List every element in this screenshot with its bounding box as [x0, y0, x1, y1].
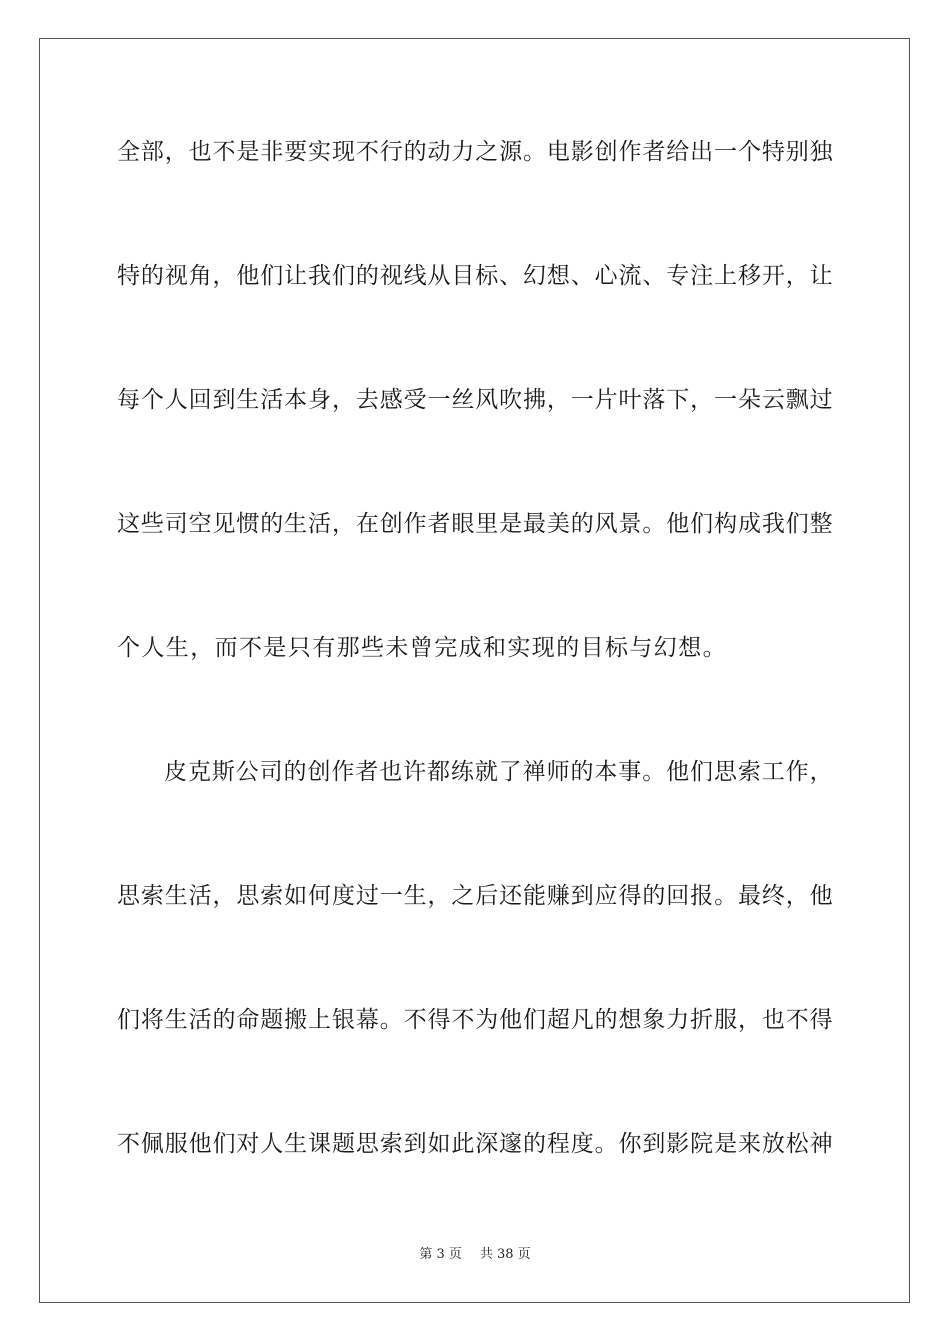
paragraph-line: 特的视角，他们让我们的视线从目标、幻想、心流、专注上移开，让: [117, 263, 833, 289]
page-number: 第 3 页: [419, 1247, 462, 1262]
paragraph-line: 不佩服他们对人生课题思索到如此深邃的程度。你到影院是来放松神: [117, 1131, 833, 1157]
page-border: [39, 38, 910, 1303]
page-total: 共 38 页: [479, 1247, 531, 1262]
paragraph-line: 每个人回到生活本身，去感受一丝风吹拂，一片叶落下，一朵云飘过: [117, 387, 833, 413]
paragraph-line: 皮克斯公司的创作者也许都练就了禅师的本事。他们思索工作，: [164, 759, 833, 785]
paragraph-line: 这些司空见惯的生活，在创作者眼里是最美的风景。他们构成我们整: [117, 511, 833, 537]
paragraph-line: 全部，也不是非要实现不行的动力之源。电影创作者给出一个特别独: [117, 139, 833, 165]
paragraph-line: 们将生活的命题搬上银幕。不得不为他们超凡的想象力折服，也不得: [117, 1007, 833, 1033]
page-footer: [0, 1246, 950, 1264]
paragraph-line: 思索生活，思索如何度过一生，之后还能赚到应得的回报。最终，他: [117, 883, 833, 909]
paragraph-line: 个人生，而不是只有那些未曾完成和实现的目标与幻想。: [117, 635, 727, 661]
